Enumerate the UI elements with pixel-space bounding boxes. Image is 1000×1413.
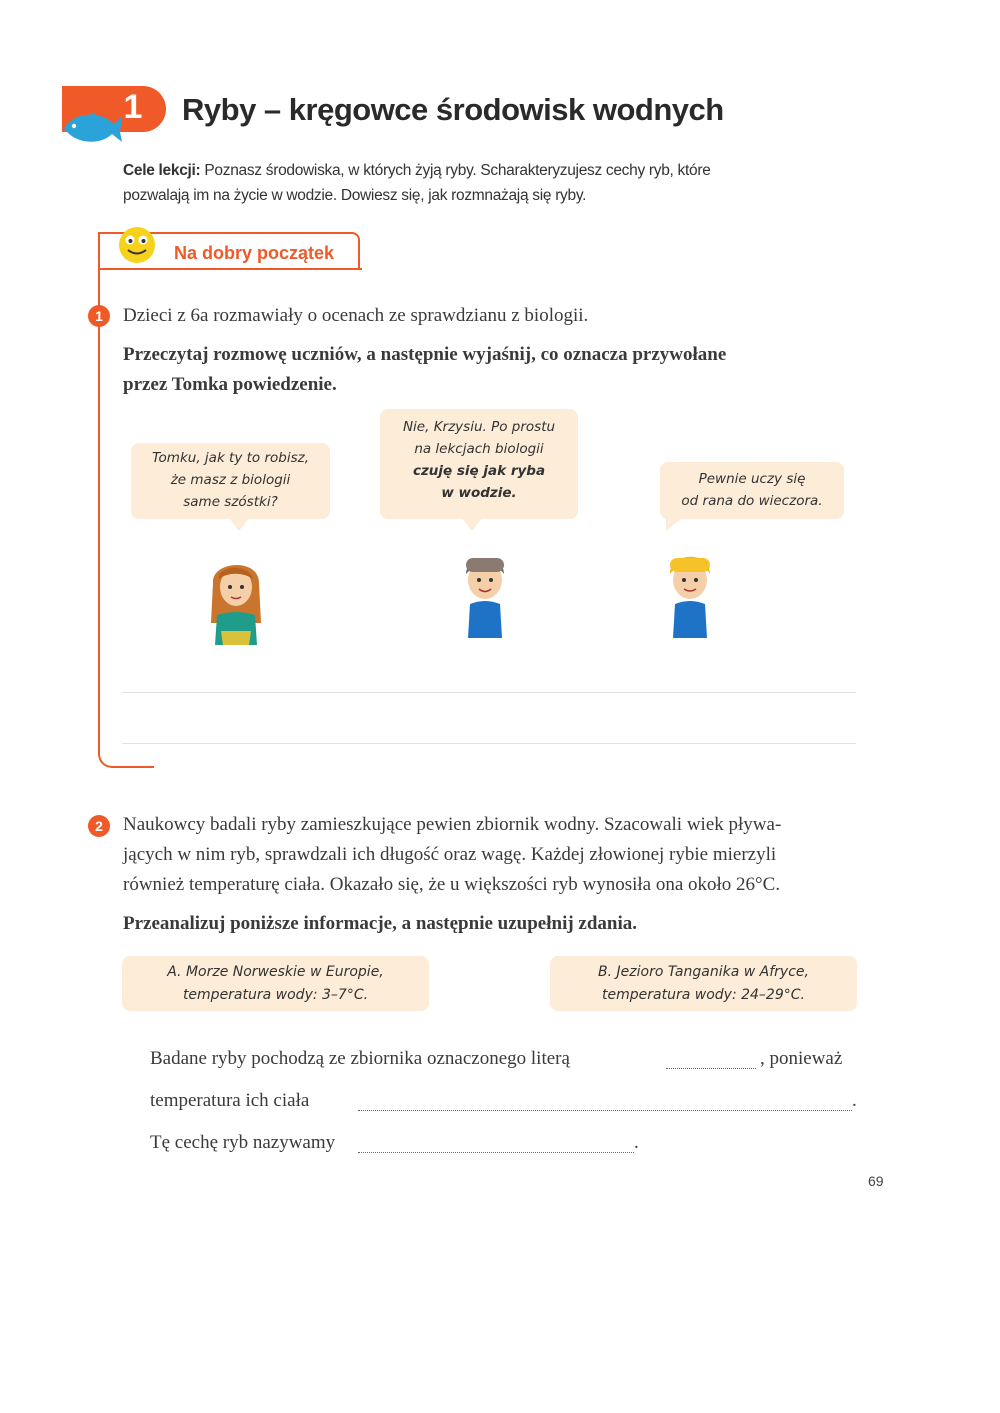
bubble-text: od rana do wieczora.	[681, 493, 823, 509]
bubble-text: Tomku, jak ty to robisz,	[151, 450, 310, 466]
blank-trait[interactable]	[358, 1134, 634, 1153]
sentence-1-end: , ponieważ	[760, 1048, 843, 1069]
blank-temperature[interactable]	[358, 1092, 852, 1111]
smiley-icon	[116, 224, 158, 266]
goals-text-1: Poznasz środowiska, w których żyją ryby. Scharakteryzujesz cechy ryb, które	[200, 162, 711, 179]
bubble-text-bold: w wodzie.	[441, 485, 517, 501]
goals-text-2: pozwalają im na życie w wodzie. Dowiesz się, jak rozmnażają się ryby.	[123, 187, 587, 204]
task-1-instruction-1: Przeczytaj rozmowę uczniów, a następnie wyjaśnij, co oznacza przywołane	[123, 344, 727, 365]
page-title: Ryby – kręgowce środowisk wodnych	[182, 92, 724, 127]
bubble-text: Nie, Krzysiu. Po prostu	[402, 419, 556, 435]
section-title: Na dobry początek	[174, 243, 335, 263]
speech-bubble-blond-boy	[660, 462, 844, 519]
info-box-text: A. Morze Norweskie w Europie,	[167, 964, 384, 980]
task-2-badge: 2	[88, 815, 110, 837]
task-2-paragraph-3: również temperaturę ciała. Okazało się, że u większości ryb wynosiła ona około 26°C.	[123, 874, 781, 895]
sentence-3-start: Tę cechę ryb nazywamy	[150, 1132, 336, 1153]
task-2-instruction: Przeanalizuj poniższe informacje, a następnie uzupełnij zdania.	[123, 913, 638, 934]
task-1-instruction-2: przez Tomka powiedzenie.	[123, 374, 337, 395]
sentence-1-start: Badane ryby pochodzą ze zbiornika oznaczonego literą	[150, 1048, 570, 1069]
speech-bubble-tomek	[380, 409, 578, 519]
sentence-3-end: .	[634, 1132, 639, 1153]
sentence-2-end: .	[852, 1090, 857, 1111]
answer-line[interactable]	[122, 692, 856, 693]
task-1-intro: Dzieci z 6a rozmawiały o ocenach ze sprawdzianu z biologii.	[123, 305, 589, 326]
goals-label: Cele lekcji:	[123, 162, 201, 179]
task-2-paragraph-2: jących w nim ryb, sprawdzali ich długość oraz wagę. Każdej złowionej rybie mierzyli	[123, 844, 777, 865]
bubble-text: same szóstki?	[183, 494, 278, 510]
bubble-text: że masz z biologii	[170, 472, 291, 488]
section-tab-underline	[98, 268, 362, 270]
task-2-paragraph-1: Naukowcy badali ryby zamieszkujące pewien zbiornik wodny. Szacowali wiek pływa-	[123, 814, 782, 835]
speech-bubble-girl	[131, 443, 330, 519]
bubble-text: Pewnie uczy się	[698, 471, 806, 487]
answer-line[interactable]	[122, 743, 856, 744]
fish-icon	[60, 108, 124, 148]
blond-boy-illustration	[662, 546, 718, 638]
lesson-goals	[123, 158, 823, 208]
info-box-text: temperatura wody: 24–29°C.	[602, 987, 805, 1003]
girl-illustration	[205, 553, 267, 645]
sentence-2-start: temperatura ich ciała	[150, 1090, 310, 1111]
info-box-text: temperatura wody: 3–7°C.	[182, 987, 369, 1003]
lesson-number: 1	[123, 88, 143, 126]
blank-letter[interactable]	[666, 1050, 756, 1069]
task-1-badge: 1	[88, 305, 110, 327]
info-box-b	[550, 956, 857, 1011]
info-box-a	[122, 956, 429, 1011]
tomek-illustration	[456, 546, 514, 638]
info-box-text: B. Jezioro Tanganika w Afryce,	[598, 964, 809, 980]
page-number: 69	[868, 1173, 884, 1189]
bubble-text: na lekcjach biologii	[414, 441, 544, 457]
bubble-text-bold: czuję się jak ryba	[412, 463, 546, 479]
